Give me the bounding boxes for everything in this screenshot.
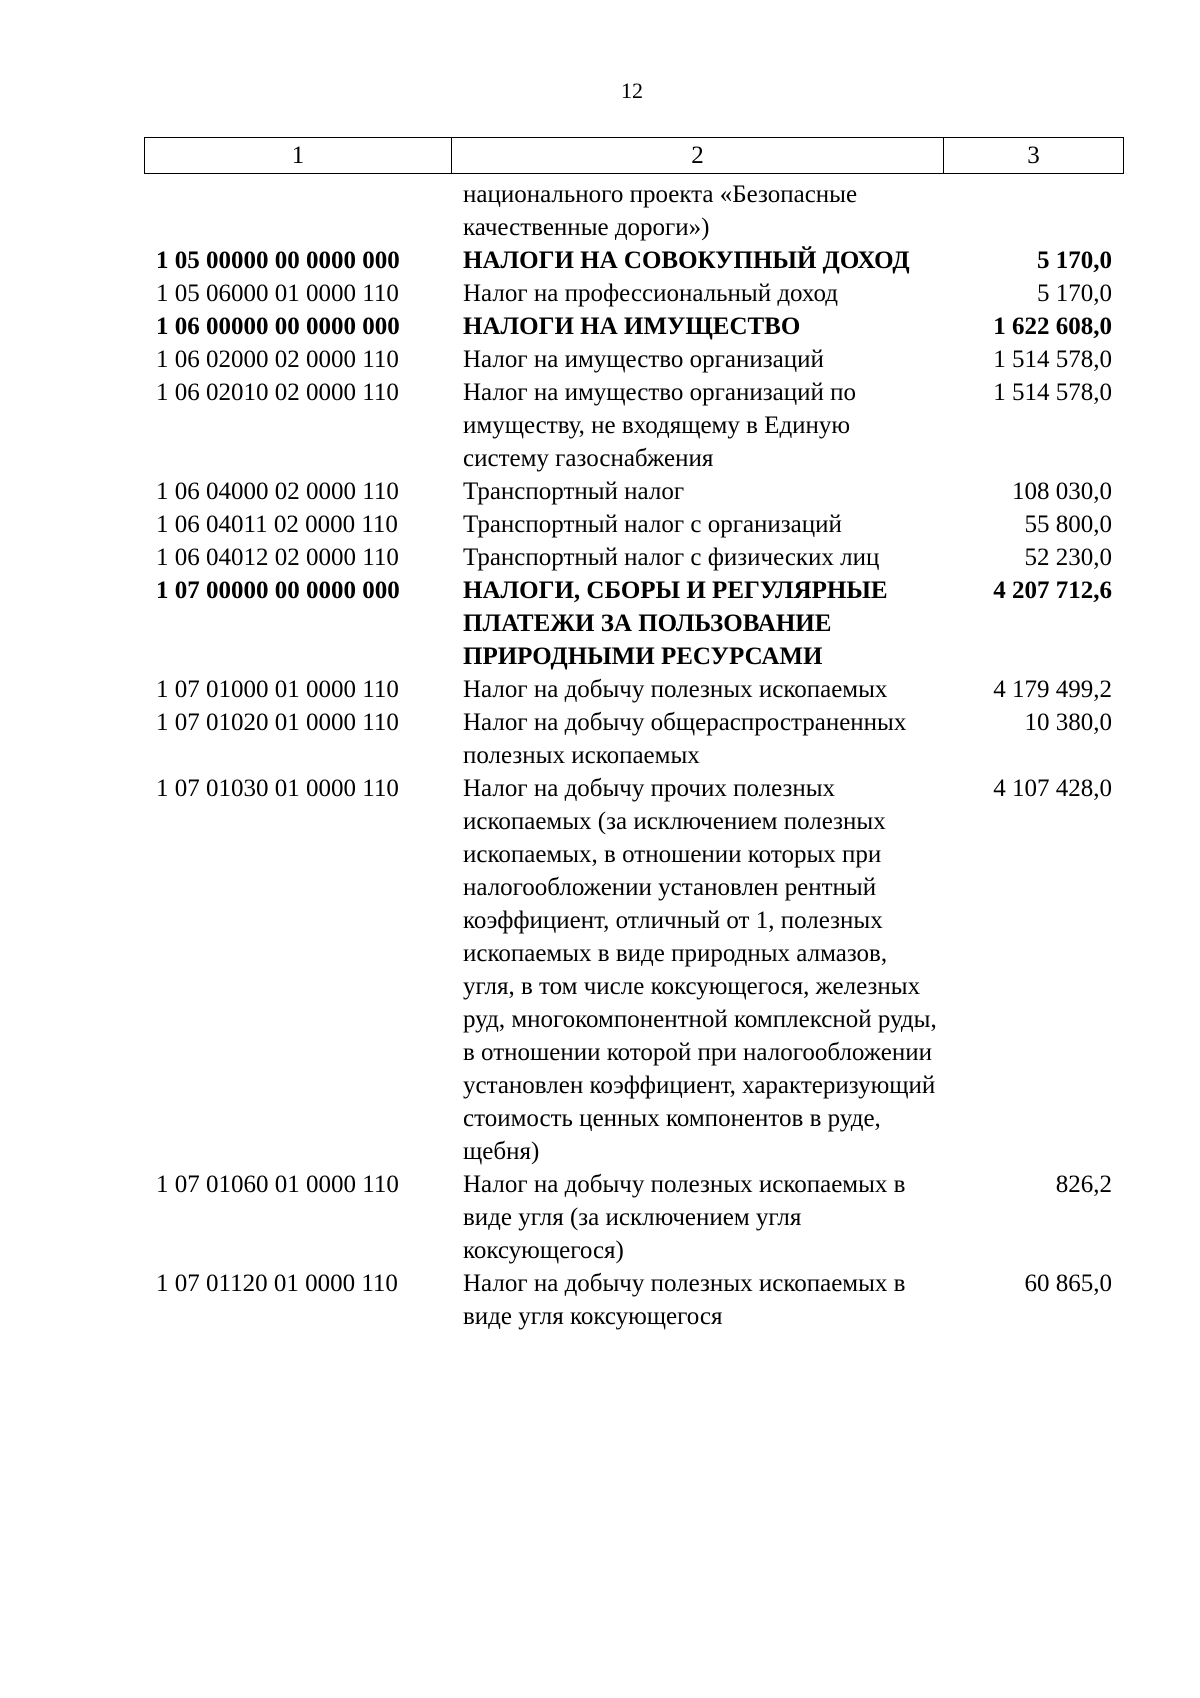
row-code: 1 06 04000 02 0000 110 [156,478,399,505]
row-value: 4 179 499,2 [993,676,1112,703]
table-row [144,475,1124,508]
table-row [144,541,1124,574]
row-name: НАЛОГИ НА ИМУЩЕСТВО [463,313,801,340]
row-name: Транспортный налог с физических лиц [463,544,880,571]
row-value: 826,2 [1055,1171,1112,1198]
table-row [144,1267,1124,1333]
row-value: 55 800,0 [1024,511,1112,538]
row-code: 1 05 06000 01 0000 110 [156,280,399,307]
row-name: Налог на добычу полезных ископаемых в виде угля (за исключением угля коксующегося) [463,1171,906,1264]
row-value: 60 865,0 [1024,1270,1112,1297]
table-row [144,310,1124,343]
row-code: 1 07 01020 01 0000 110 [156,709,399,736]
row-name: Налог на имущество организаций по имуществу, не входящему в Единую систему газоснабжения [463,379,856,472]
column-header-2: 2 [452,138,944,173]
table-row [144,1168,1124,1267]
row-code: 1 07 00000 00 0000 000 [156,577,400,604]
row-name: Транспортный налог [463,478,685,505]
table-row [144,244,1124,277]
row-code: 1 06 00000 00 0000 000 [156,313,400,340]
table-row [144,772,1124,1168]
row-code [144,178,451,244]
table-row [144,673,1124,706]
row-code: 1 07 01060 01 0000 110 [156,1171,399,1198]
row-name: Налог на добычу прочих полезных ископаемых (за исключением полезных ископаемых, в отношении которых при налогообложении установлен рентный коэффициент, отличный от 1, полезных ископаемых в виде природных алмазов, угля, в том числе коксующегося, железных руд, многокомпонентной комплексной руды, в отношении которой при налогообложении установлен коэффициент, характеризующий стоимость ценных компонентов в руде, щебня) [463,775,937,1165]
row-code: 1 07 01030 01 0000 110 [156,775,399,802]
row-code: 1 06 02010 02 0000 110 [156,379,399,406]
table-row [144,277,1124,310]
row-name: Налог на профессиональный доход [463,280,838,307]
row-value: 1 514 578,0 [993,346,1112,373]
row-value: 108 030,0 [1012,478,1112,505]
row-value: 52 230,0 [1024,544,1112,571]
row-value: 10 380,0 [1024,709,1112,736]
table-row [144,706,1124,772]
row-name: НАЛОГИ, СБОРЫ И РЕГУЛЯРНЫЕ ПЛАТЕЖИ ЗА ПОЛЬЗОВАНИЕ ПРИРОДНЫМИ РЕСУРСАМИ [463,577,888,670]
row-name: НАЛОГИ НА СОВОКУПНЫЙ ДОХОД [463,247,910,274]
row-code: 1 07 01000 01 0000 110 [156,676,399,703]
table-row [144,343,1124,376]
table-header [144,137,1124,174]
row-name: Налог на добычу полезных ископаемых [463,676,888,703]
row-value: 4 107 428,0 [993,775,1112,802]
row-value [943,178,1124,244]
row-value: 5 170,0 [1037,280,1112,307]
table-row [144,508,1124,541]
row-name: Налог на имущество организаций [463,346,824,373]
row-name: Налог на добычу общераспространенных полезных ископаемых [463,709,907,769]
row-code: 1 06 04012 02 0000 110 [156,544,399,571]
page-number: 12 [621,78,643,103]
row-value: 1 514 578,0 [993,379,1112,406]
row-code: 1 07 01120 01 0000 110 [156,1270,398,1297]
column-header-1: 1 [145,138,452,173]
row-value: 1 622 608,0 [993,313,1112,340]
row-code: 1 05 00000 00 0000 000 [156,247,400,274]
row-name: Транспортный налог с организаций [463,511,842,538]
table-row [144,574,1124,673]
table-row [144,376,1124,475]
table-body [144,178,1124,1333]
row-name: национального проекта «Безопасные качественные дороги») [463,181,858,241]
table-row [144,178,1124,244]
row-name: Налог на добычу полезных ископаемых в виде угля коксующегося [463,1270,906,1330]
column-header-3: 3 [1027,141,1040,169]
row-value: 4 207 712,6 [993,577,1112,604]
row-value: 5 170,0 [1037,247,1112,274]
row-code: 1 06 04011 02 0000 110 [156,511,398,538]
row-code: 1 06 02000 02 0000 110 [156,346,399,373]
